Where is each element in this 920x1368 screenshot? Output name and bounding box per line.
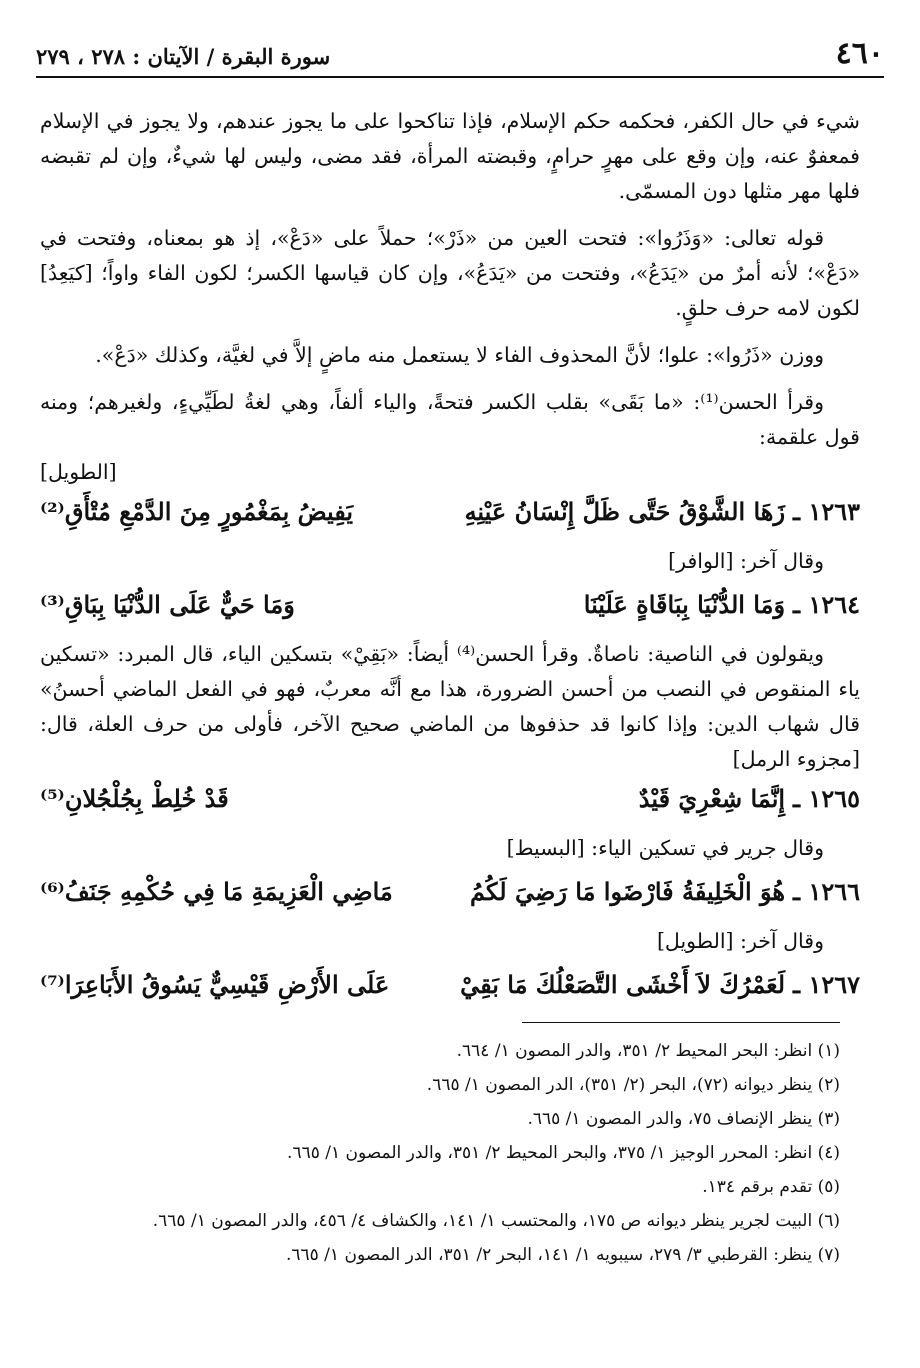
verse-number: ١٢٦٥ ـ xyxy=(793,784,860,813)
verse-hemistich-2: وَمَا حَيٌّ عَلَى الدُّنْيَا بِبَاقِ⁽³⁾ xyxy=(40,590,295,619)
verse-1265 xyxy=(40,781,860,821)
verse-number: ١٢٦٧ ـ xyxy=(793,970,860,999)
footnote: (٣) ينظر الإنصاف ٧٥، والدر المصون ١/ ٦٦٥. xyxy=(527,1109,840,1129)
verse-number: ١٢٦٦ ـ xyxy=(793,877,860,906)
verse-intro-text: وقال جرير في تسكين الياء: xyxy=(591,836,824,860)
verse-hemistich-2: عَلَى الأَرْضِ قَيْسِيٌّ يَسُوقُ الأَبَاعِرَا⁽⁷⁾ xyxy=(40,970,390,999)
verse-hemistich-2: يَفِيضُ بِمَغْمُورٍ مِنَ الدَّمْعِ مُتْأَقِ⁽²⁾ xyxy=(40,497,354,526)
verse-hemistich-2: مَاضِي الْعَزِيمَةِ مَا فِي حُكْمِهِ جَنَفُ⁽⁶⁾ xyxy=(40,877,393,906)
verse-1264 xyxy=(40,587,860,627)
verse-hemistich-1: إِنَّمَا شِعْرِيَ قَيْدٌ xyxy=(638,784,786,813)
paragraph xyxy=(40,637,860,777)
verse-intro xyxy=(40,544,860,579)
verse-1267 xyxy=(40,967,860,1007)
verse-1266 xyxy=(40,874,860,914)
meter-label: [الطويل] xyxy=(40,460,117,484)
page-number: ٤٦٠ xyxy=(835,36,884,71)
verse-hemistich-1: لَعَمْرُكَ لاَ أَخْشَى التَّصَعْلُكَ مَا بَقِيْ xyxy=(460,970,786,999)
running-title: سورة البقرة / الآيتان : ٢٧٨ ، ٢٧٩ xyxy=(36,44,331,69)
footnote: (٤) انظر: المحرر الوجيز ١/ ٣٧٥، والبحر المحيط ٢/ ٣٥١، والدر المصون ١/ ٦٦٥. xyxy=(287,1143,840,1163)
paragraph: قوله تعالى: «وَذَرُوا»: فتحت العين من «ذَرْ»؛ حملاً على «دَعْ»، إذ هو بمعناه، وفتحت في «دَعْ»؛ لأنه أمرٌ من «يَدَعُ»، وفتحت من «يَدَعُ»، وإن كان قياسها الكسر؛ لكون الفاء واواً؛ [كيَعِدُ] لكون لامه حرف حلقٍ. xyxy=(40,226,860,320)
verse-number: ١٢٦٣ ـ xyxy=(793,497,860,526)
paragraph: شيء في حال الكفر، فحكمه حكم الإسلام، فإذا تناكحوا على ما يجوز عندهم، ولا يجوز في الإسلام فمعفوٌ عنه، وإن وقع على مهرٍ حرامٍ، وقبضته المرأة، فقد مضى، وليس لها شيءٌ، وإن لم تقبضه فلها مهر مثلها دون المسمّى. xyxy=(40,109,860,203)
main-text xyxy=(40,104,860,1017)
page-header xyxy=(36,32,884,80)
verse-hemistich-1: وَمَا الدُّنْيَا بِبَاقَاةٍ عَلَيْنَا xyxy=(583,590,786,619)
verse-intro-text: وقال آخر: xyxy=(740,929,824,953)
meter-label: [الطويل] xyxy=(656,929,734,953)
footnote: (١) انظر: البحر المحيط ٢/ ٣٥١، والدر المصون ١/ ٦٦٤. xyxy=(456,1041,840,1061)
meter-label: [الوافر] xyxy=(668,549,734,573)
footnote: (٧) ينظر: القرطبي ٣/ ٢٧٩، سيبويه ١/ ١٤١، البحر ٢/ ٣٥١، الدر المصون ١/ ٦٦٥. xyxy=(285,1245,840,1265)
verse-1263 xyxy=(40,494,860,534)
verse-intro-text: وقال آخر: xyxy=(740,549,824,573)
footnotes xyxy=(56,1034,840,1272)
footnote-rule xyxy=(522,1022,840,1023)
footnote: (٥) تقدم برقم ١٣٤. xyxy=(702,1177,840,1197)
verse-intro xyxy=(40,831,860,866)
paragraph xyxy=(40,385,860,490)
paragraph-text: وقرأ الحسن⁽¹⁾: «ما بَقَى» بقلب الكسر فتحةً، والياء ألفاً، وهي لغةُ لطَيِّيءٍ، ولغيرهم؛ ومنه قول علقمة: xyxy=(40,390,860,449)
footnote: (٢) ينظر ديوانه (٧٢)، البحر (٢/ ٣٥١)، الدر المصون ١/ ٦٦٥. xyxy=(426,1075,840,1095)
verse-hemistich-2: قَدْ خُلِطْ بِجُلْجُلانِ⁽⁵⁾ xyxy=(40,784,229,813)
verse-hemistich-1: زَهَا الشَّوْقُ حَتَّى ظَلَّ إِنْسَانُ عَيْنِهِ xyxy=(464,497,786,526)
meter-label: [البسيط] xyxy=(506,836,585,860)
header-rule xyxy=(36,76,884,78)
verse-intro xyxy=(40,924,860,959)
verse-hemistich-1: هُوَ الْخَلِيفَةُ فَارْضَوا مَا رَضِيَ لَكُمُ xyxy=(470,877,786,906)
footnote: (٦) البيت لجرير ينظر ديوانه ص ١٧٥، والمحتسب ١/ ١٤١، والكشاف ٤/ ٤٥٦، والدر المصون ١/ ٦٦٥. xyxy=(152,1211,840,1231)
verse-number: ١٢٦٤ ـ xyxy=(793,590,860,619)
meter-label: [مجزوء الرمل] xyxy=(732,747,860,771)
paragraph: ووزن «ذَرُوا»: علوا؛ لأنَّ المحذوف الفاء لا يستعمل منه ماضٍ إلاَّ في لغيَّة، وكذلك «دَعْ». xyxy=(95,343,824,367)
paragraph-text: ويقولون في الناصية: ناصاةٌ. وقرأ الحسن⁽⁴⁾ أيضاً: «بَقِيْ» بتسكين الياء، قال المبرد: «تسكين ياء المنقوص في النصب من أحسن الضرورة، هذا مع أنَّه معربٌ، فهو في الفعل الماضي أحسنُ» قال شهاب الدين: وإذا كانوا قد حذفوها من الماضي صحيح الآخر، فأولى من حرف العلة، قال: xyxy=(40,642,860,736)
